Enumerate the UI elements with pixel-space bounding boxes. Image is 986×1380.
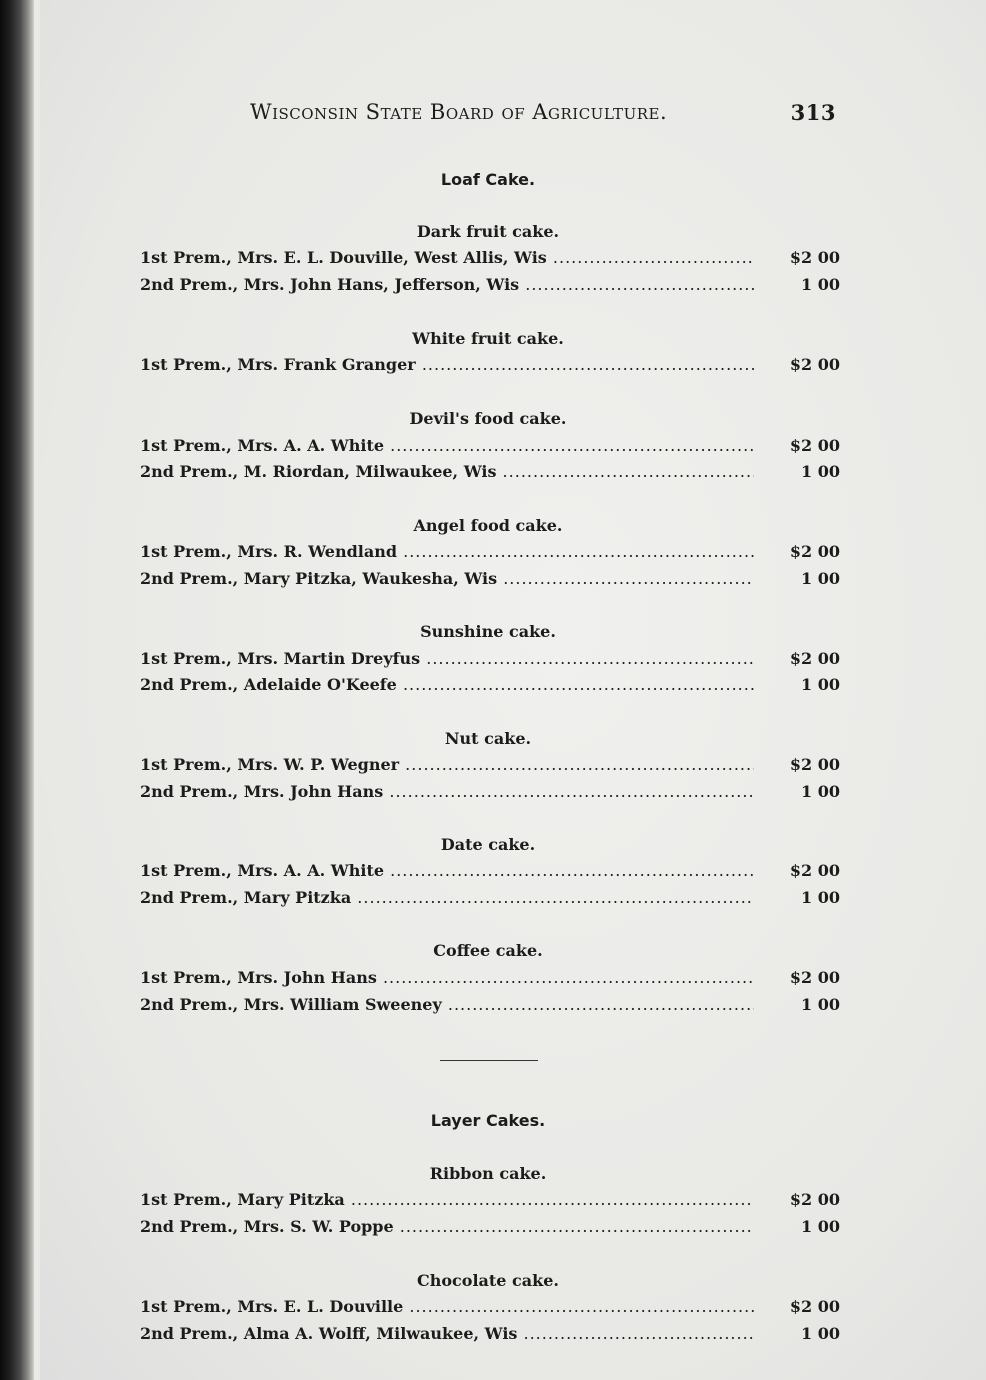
entry-amount: 1 00 <box>801 995 840 1014</box>
premium-entry <box>140 355 840 377</box>
entry-amount: 1 00 <box>801 1217 840 1236</box>
entry-text: 2nd Prem., Mrs. S. W. Poppe ..... <box>140 1217 754 1236</box>
entry-amount: $2 00 <box>789 968 840 987</box>
entry-text: 1st Prem., Mrs. Frank Granger ..... <box>140 355 754 374</box>
entry-amount: $2 00 <box>789 1190 840 1209</box>
entry-text: 2nd Prem., Mrs. William Sweeney ..... <box>140 995 754 1014</box>
running-header <box>250 100 840 130</box>
entry-text: 1st Prem., Mary Pitzka ..... <box>140 1190 754 1209</box>
entry-text: 2nd Prem., Alma A. Wolff, Milwaukee, Wis ..... <box>140 1324 754 1343</box>
category-title: Coffee cake. <box>433 941 543 960</box>
entry-amount: $2 00 <box>789 248 840 267</box>
premium-entry <box>140 1190 840 1212</box>
entry-amount: 1 00 <box>801 462 840 481</box>
premium-entry <box>140 888 840 910</box>
category-title: Nut cake. <box>444 729 532 748</box>
entry-amount: 1 00 <box>801 782 840 801</box>
entry-text: 1st Prem., Mrs. R. Wendland ..... <box>140 542 754 561</box>
premium-entry <box>140 861 840 883</box>
premium-entry <box>140 1217 840 1239</box>
header-title: Wisconsin State Board of Agriculture. <box>250 100 668 124</box>
category-title: Ribbon cake. <box>429 1164 547 1183</box>
premium-entry <box>140 1297 840 1319</box>
entry-amount: 1 00 <box>801 275 840 294</box>
premium-entry <box>140 968 840 990</box>
entry-text: 1st Prem., Mrs. John Hans ..... <box>140 968 754 987</box>
category-title: Sunshine cake. <box>420 622 556 641</box>
category-title: White fruit cake. <box>412 329 564 348</box>
section-title-loaf-cake: Loaf Cake. <box>440 170 536 189</box>
entry-text: 2nd Prem., Adelaide O'Keefe ..... <box>140 675 754 694</box>
premium-entry <box>140 649 840 671</box>
entry-text: 2nd Prem., Mrs. John Hans, Jefferson, Wis ..... <box>140 275 754 294</box>
entry-amount: 1 00 <box>801 1324 840 1343</box>
entry-amount: $2 00 <box>789 861 840 880</box>
premium-entry <box>140 275 840 297</box>
entry-amount: $2 00 <box>789 355 840 374</box>
category-title: Dark fruit cake. <box>416 222 560 241</box>
entry-amount: $2 00 <box>789 755 840 774</box>
category-title: Date cake. <box>440 835 536 854</box>
entry-amount: $2 00 <box>789 436 840 455</box>
entry-amount: 1 00 <box>801 675 840 694</box>
premium-entry <box>140 569 840 591</box>
premium-entry <box>140 462 840 484</box>
premium-entry <box>140 675 840 697</box>
page-number: 313 <box>790 100 836 125</box>
entry-text: 2nd Prem., Mary Pitzka ..... <box>140 888 754 907</box>
entry-text: 1st Prem., Mrs. A. A. White ..... <box>140 861 754 880</box>
premium-entry <box>140 542 840 564</box>
entry-amount: 1 00 <box>801 888 840 907</box>
premium-entry <box>140 248 840 270</box>
entry-text: 2nd Prem., Mrs. John Hans ..... <box>140 782 754 801</box>
entry-text: 1st Prem., Mrs. A. A. White ..... <box>140 436 754 455</box>
premium-entry <box>140 1324 840 1346</box>
category-title: Angel food cake. <box>413 516 563 535</box>
premium-entry <box>140 995 840 1017</box>
category-title: Devil's food cake. <box>409 409 567 428</box>
category-title: Chocolate cake. <box>417 1271 559 1290</box>
entry-text: 2nd Prem., Mary Pitzka, Waukesha, Wis ..... <box>140 569 754 588</box>
entry-amount: $2 00 <box>789 1297 840 1316</box>
section-divider <box>440 1060 538 1061</box>
premium-entry <box>140 436 840 458</box>
entry-amount: $2 00 <box>789 542 840 561</box>
premium-entry <box>140 755 840 777</box>
entry-text: 1st Prem., Mrs. E. L. Douville, West Allis, Wis ..... <box>140 248 754 267</box>
entry-amount: 1 00 <box>801 569 840 588</box>
entry-text: 1st Prem., Mrs. W. P. Wegner ..... <box>140 755 754 774</box>
section-title-layer-cakes: Layer Cakes. <box>430 1111 546 1130</box>
entry-text: 1st Prem., Mrs. E. L. Douville ..... <box>140 1297 754 1316</box>
premium-entry <box>140 782 840 804</box>
entry-text: 1st Prem., Mrs. Martin Dreyfus ..... <box>140 649 754 668</box>
entry-amount: $2 00 <box>789 649 840 668</box>
entry-text: 2nd Prem., M. Riordan, Milwaukee, Wis ..... <box>140 462 754 481</box>
